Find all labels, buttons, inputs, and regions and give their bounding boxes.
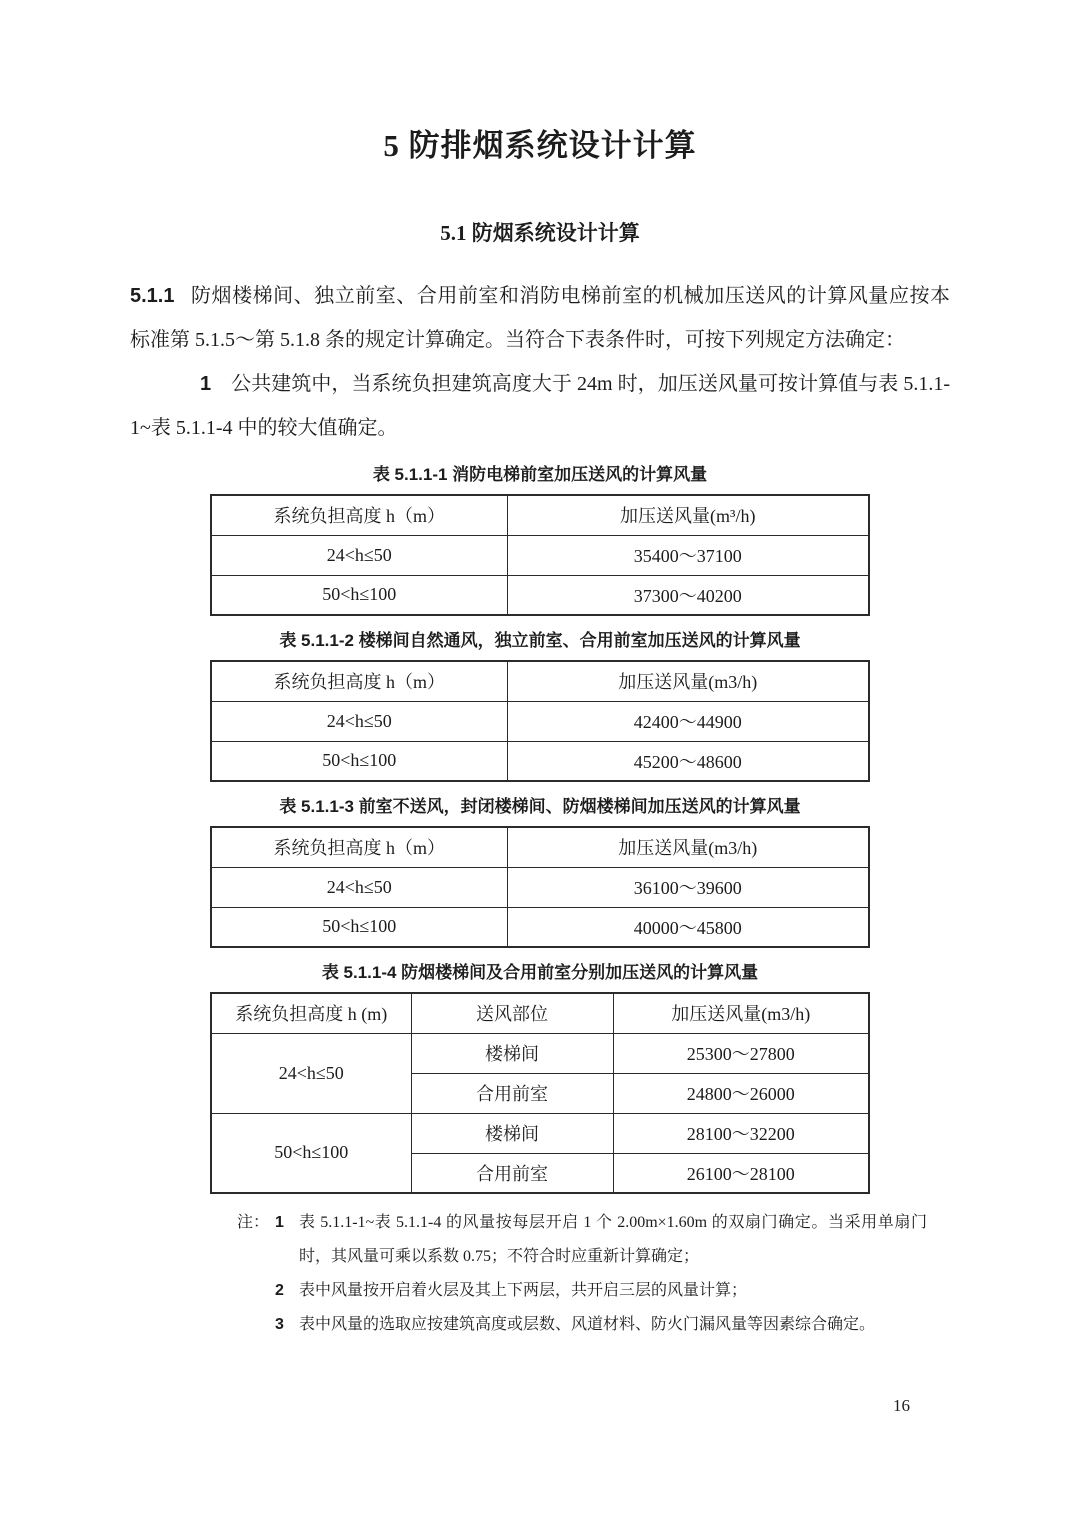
notes-label-spacer [237,1308,275,1342]
note-number: 1 [275,1214,284,1231]
clause-number: 5.1.1 [130,285,175,307]
page-number: 16 [893,1396,910,1415]
note-text: 表 5.1.1-1~表 5.1.1-4 的风量按每层开启 1 个 2.00m×1.60m 的双扇门确定。当采用单扇门时，其风量可乘以系数 0.75；不符合时应重新计算确定； [299,1214,927,1265]
note-number: 3 [275,1316,284,1333]
table-5-1-1-2 [210,660,870,782]
item-text: 公共建筑中，当系统负担建筑高度大于 24m 时，加压送风量可按计算值与表 5.1.1-1~表 5.1.1-4 中的较大值确定。 [130,373,950,439]
cell-air-volume: 40000～45800 [507,907,869,947]
column-header-height: 系统负担高度 h (m) [211,993,411,1033]
cell-height-range: 50<h≤100 [211,575,507,615]
note-number: 2 [275,1282,284,1299]
clause-text: 防烟楼梯间、独立前室、合用前室和消防电梯前室的机械加压送风的计算风量应按本标准第 5.1.5～第 5.1.8 条的规定计算确定。当符合下表条件时，可按下列规定方法确定： [130,285,950,351]
cell-air-volume: 35400～37100 [507,535,869,575]
table-5-1-1-4 [210,992,870,1194]
cell-air-volume: 45200～48600 [507,741,869,781]
column-header-height: 系统负担高度 h（m） [211,827,507,867]
note-item [237,1274,927,1308]
notes-label-spacer [237,1274,275,1308]
cell-air-volume: 24800～26000 [613,1073,869,1113]
clause-item-1 [130,362,950,450]
table-notes [237,1206,927,1342]
cell-air-location: 合用前室 [411,1153,613,1193]
column-header-air-volume: 加压送风量(m³/h) [507,495,869,535]
table-row [211,1113,869,1153]
table-row [211,1033,869,1073]
chapter-title: 5 防排烟系统设计计算 [383,128,697,163]
table-header-row [211,495,869,535]
table-header-row [211,827,869,867]
table-header-row [211,661,869,701]
clause-5-1-1 [130,274,950,362]
item-number: 1 [200,373,212,395]
section-title: 5.1 防烟系统设计计算 [440,221,640,245]
table-caption-5-1-1-1: 表 5.1.1-1 消防电梯前室加压送风的计算风量 [372,465,708,484]
table-5-1-1-3 [210,826,870,948]
table-caption-5-1-1-4: 表 5.1.1-4 防烟楼梯间及合用前室分别加压送风的计算风量 [321,963,759,982]
table-5-1-1-1 [210,494,870,616]
cell-air-volume: 25300～27800 [613,1033,869,1073]
table-row [211,575,869,615]
cell-height-range: 24<h≤50 [211,535,507,575]
column-header-height: 系统负担高度 h（m） [211,661,507,701]
table-row [211,701,869,741]
cell-height-range: 50<h≤100 [211,741,507,781]
column-header-air-volume: 加压送风量(m3/h) [507,661,869,701]
note-text: 表中风量按开启着火层及其上下两层，共开启三层的风量计算； [299,1282,748,1299]
note-item [237,1308,927,1342]
table-row [211,535,869,575]
cell-height-range: 24<h≤50 [211,867,507,907]
table-row [211,867,869,907]
cell-air-location: 楼梯间 [411,1033,613,1073]
table-header-row [211,993,869,1033]
table-row [211,741,869,781]
cell-air-location: 合用前室 [411,1073,613,1113]
column-header-air-volume: 加压送风量(m3/h) [507,827,869,867]
cell-air-volume: 26100～28100 [613,1153,869,1193]
cell-air-volume: 42400～44900 [507,701,869,741]
table-caption-5-1-1-3: 表 5.1.1-3 前室不送风，封闭楼梯间、防烟楼梯间加压送风的计算风量 [279,797,801,816]
cell-air-volume: 36100～39600 [507,867,869,907]
cell-height-range: 24<h≤50 [211,701,507,741]
note-item [237,1206,927,1274]
column-header-height: 系统负担高度 h（m） [211,495,507,535]
cell-height-range: 50<h≤100 [211,907,507,947]
table-caption-5-1-1-2: 表 5.1.1-2 楼梯间自然通风，独立前室、合用前室加压送风的计算风量 [279,631,801,650]
cell-air-location: 楼梯间 [411,1113,613,1153]
note-text: 表中风量的选取应按建筑高度或层数、风道材料、防火门漏风量等因素综合确定。 [299,1316,876,1333]
cell-height-range: 50<h≤100 [211,1113,411,1193]
cell-height-range: 24<h≤50 [211,1033,411,1113]
notes-label: 注： [237,1214,270,1231]
table-row [211,907,869,947]
column-header-air-volume: 加压送风量(m3/h) [613,993,869,1033]
column-header-air-location: 送风部位 [411,993,613,1033]
cell-air-volume: 37300～40200 [507,575,869,615]
cell-air-volume: 28100～32200 [613,1113,869,1153]
